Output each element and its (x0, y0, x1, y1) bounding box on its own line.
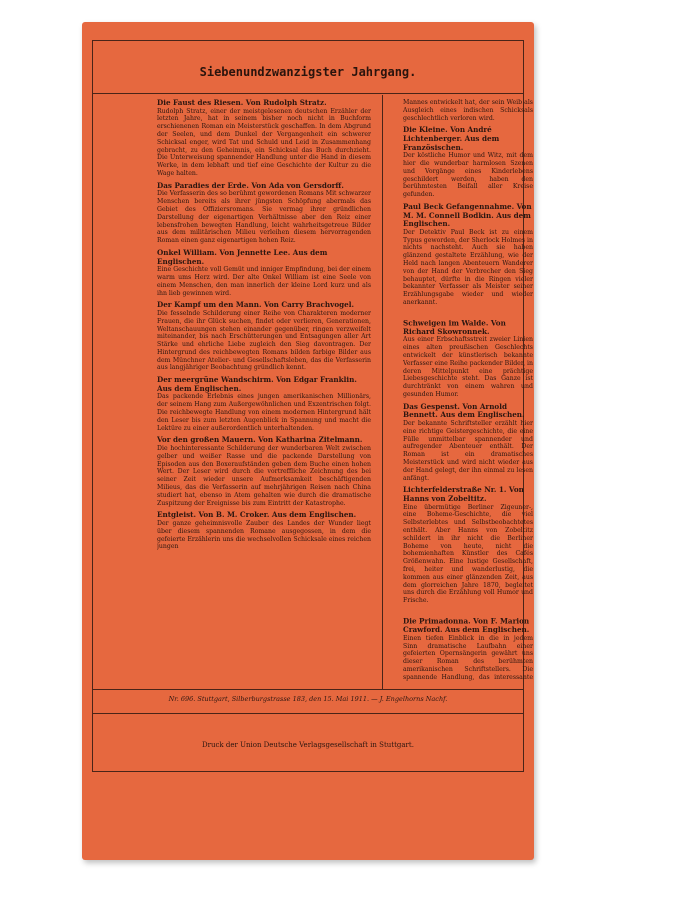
book-heading: Onkel William. Von Jennette Lee. Aus dem Englischen. (157, 247, 328, 266)
book-entry (157, 99, 371, 178)
book-entry (157, 511, 371, 551)
cover-frame (92, 40, 533, 772)
book-title (157, 99, 371, 108)
cover-title: Siebenundzwanzigster Jahrgang. (199, 65, 417, 79)
book-entry (157, 182, 371, 245)
book-entry (157, 301, 371, 372)
book-heading: Der Kampf um den Mann. Von Carry Brachvogel. (157, 300, 354, 310)
book-entry (403, 99, 533, 122)
book-description: Der Detektiv Paul Beck ist zu einem Typus geworden, der Sherlock Holmes in nichts nachsteht. Auch sie haben glänzend gestaltete Erzählung, wie der Held nach langen Abenteuern Wanderer von der Hand der Verbrecher den Sieg behauptet, dürfte in die Ringen vieler bekannter Verfasser als Meister seiner Erzählungsgabe wieder und wieder anerkannt. (403, 228, 533, 306)
book-entry (157, 436, 371, 507)
book-heading: Die Primadonna. Von F. Marion Crawford. Aus dem Englischen. (403, 616, 530, 635)
book-description: Aus einer Erbschaftsstreit zweier Linien eines alten preußischen Geschlechts entwickelt der künstlerisch bekannte Verfasser eine Reihe packender Bilder, in deren Mittelpunkt eine prächtige Liebesgeschichte steht. Das Ganze ist durchtränkt von einem wahren und gesunden Humor. (403, 336, 533, 399)
book-heading: Vor den großen Mauern. Von Katharina Zitelmann. (157, 435, 363, 445)
book-description: Der bekannte Schriftsteller erzählt hier eine richtige Geistergeschichte, die eine Fülle unmittelbar spannender und aufregender Abenteuer enthält. Der Roman ist ein dramatisches Meisterstück und wird nicht wieder aus der Hand gelegt, der ihn einmal zu lesen anfängt. (403, 420, 533, 482)
book-heading: Lichterfelderstraße Nr. 1. Von Hanns von Zobeltitz. (403, 485, 524, 504)
book-title (403, 609, 533, 635)
book-entry (403, 609, 533, 681)
book-title (157, 249, 371, 266)
book-heading: Die Faust des Riesen. Von Rudolph Stratz. (157, 99, 327, 107)
book-title (157, 436, 371, 445)
book-entry (403, 126, 533, 199)
right-column-book-list (403, 99, 533, 681)
book-description: Das packende Erlebnis eines jungen amerikanischen Millionärs, der seinem Hang zum Außergewöhnlichen und Exzentrischen folgt. Die reichbewegte Handlung von einem modernen Hintergrund hält den Leser bis zum letzten Augenblick in Spannung und macht die Lektüre zu einer außerordentlich unterhaltenden. (157, 393, 371, 432)
book-entry (403, 311, 533, 399)
book-description: Einen tiefen Einblick in die in jedem Sinn dramatische Laufbahn einer gefeierten Opernsängerin gewährt uns dieser Roman des berühmten amerikanischen Schriftstellers. Die spannende Handlung, das interessante (403, 634, 533, 681)
book-description: Die hochinteressante Schilderung der wunderbaren Welt zwischen gelber und weißer Rasse und die packende Darstellung von Episoden aus den Boxeraufständen geben dem Buche einen hohen Wert. Der Leser wird durch die vortreffliche Zeichnung des bei seiner Zeit wieder unsere Aufmerksamkeit beschäftigenden Milieus, das die Verfasserin auf mehrjährigen Reisen nach China studiert hat, ebenso in Atem gehalten wie durch die dramatische Zuspitzung der Ereignisse bis zum Eintritt der Katastrophe. (157, 445, 371, 507)
book-description: Mannes entwickelt hat, der sein Weib als Ausgleich eines indischen Schicksals geschlechtlich verloren wird. (403, 99, 533, 122)
book-description: Eine übermütige Berliner Zigeuner-, eine Boheme-Geschichte, die viel Selbsterlebtes und Selbstbeobachtetes enthält. Aber Hanns von Zobeltitz schildert in ihr nicht die Berliner Boheme von heute, nicht die bohemienhaften Künstler des Cafés Größenwahn. Eine lustige Gesellschaft, frei, heiter und wanderlustig, die kommen aus einer glänzenden Zeit, aus dem glorreichen Jahre 1870, begleitet uns durch die Erzählung voll Humor und Frische. (403, 503, 533, 605)
book-heading: Die Kleine. Von André Lichtenberger. Aus dem Französischen. (403, 125, 500, 152)
book-title (157, 182, 371, 191)
book-heading: Paul Beck Gefangennahme. Von M. M. Connell Bodkin. Aus dem Englischen. (403, 201, 532, 229)
printer-line: Druck der Union Deutsche Verlagsgesellschaft in Stuttgart. (202, 741, 414, 749)
book-title (403, 126, 533, 152)
book-title (403, 486, 533, 503)
book-title (403, 311, 533, 337)
book-title (157, 511, 371, 520)
book-description: Rudolph Stratz, einer der meistgelesenen deutschen Erzähler der letzten Jahre, hat in seinem bisher noch nicht in Buchform erschienenen Roman ein Meisterstück geschaffen. In dem Abgrund der Seelen, und dem Dunkel der Vergangenheit ein schwerer Schicksal enger, wird Tat und Schuld und Leid in Zusammenhang gebracht, zu den Geheimnis, ein Schicksal das Buch durchzieht. Die Unterweisung spannender Handlung unter die Hand in diesem Werke, in dem lebhaft und tief eine Geschichte der Kultur zu die Wage halten. (157, 107, 371, 177)
book-entry (403, 403, 533, 483)
book-entry (403, 203, 533, 307)
book-description: Der ganze geheimnisvolle Zauber des Landes der Wunder liegt über diesem spannenden Romane ausgegossen, in dem die gefeierte Erzählerin uns die wechselvollen Schicksale eines reichen jungen (157, 520, 371, 551)
book-heading: Das Gespenst. Von Arnold Bennett. Aus dem Englischen. (403, 401, 525, 420)
book-description: Der köstliche Humor und Witz, mit dem hier die wunderbar harmlosen Szenen und Vorgänge eines Kinderlebens geschildert werden, haben den berühmtesten Beifall aller Kreise gefunden. (403, 152, 533, 199)
book-heading: Das Paradies der Erde. Von Ada von Gersdorff. (157, 180, 344, 190)
book-heading: Der meergrüne Wandschirm. Von Edgar Franklin. Aus dem Englischen. (157, 375, 357, 393)
book-entry (157, 249, 371, 297)
publisher-imprint: Nr. 696. Stuttgart, Silberburgstrasse 183, den 15. Mai 1911. — J. Engelhorns Nachf. (168, 695, 448, 703)
book-description: Die Verfasserin des so berühmt gewordenen Romans Mit schwarzer Menschen bereits als ihrer jüngsten Schöpfung abermals das Gebiet des Offiziersromans. Sie vermag ihrer gründlichen Darstellung der eigenartigen Verhältnisse aber den Reiz einer lebensfrohen bewegten Handlung, leicht wahrheitsgetreue Bilder aus dem militärischen Milieu verleihen diesem hervorragenden Roman einen ganz eigenartigen hohen Reiz. (157, 190, 371, 245)
book-title (403, 203, 533, 229)
book-back-cover (82, 22, 534, 860)
book-heading: Entgleist. Von B. M. Croker. Aus dem Englischen. (157, 510, 357, 520)
book-title (157, 301, 371, 310)
book-heading: Schweigen im Walde. Von Richard Skowronnek. (403, 318, 506, 336)
book-entry (403, 486, 533, 605)
book-title (403, 403, 533, 420)
book-description: Eine Geschichte voll Gemüt und inniger Empfindung, bei der einem warm ums Herz wird. Der alte Onkel William ist eine Seele von einem Menschen, den man innerlich der kleine Lord kurz und als ihn lieb gewinnen wird. (157, 266, 371, 297)
title-divider (93, 93, 523, 94)
left-column-book-list (157, 99, 371, 681)
footer-divider (93, 689, 523, 690)
column-divider (382, 95, 383, 689)
book-description: Die fesselnde Schilderung einer Reihe von Charakteren moderner Frauen, die ihr Glück suchen, findet oder verlieren, Generationen, Weltanschauungen stehen einander gegenüber, ringen verzweifelt miteinander, bis nach Erschütterungen und Entsagungen aller Art Stärke und ehrliche Liebe zugleich den Sieg davontragen. Der Hintergrund des reichbewegten Romans bilden farbige Bilder aus dem Münchner Atelier- und Gesellschaftsleben, das die Verfasserin aus langjähriger Beobachtung gründlich kennt. (157, 309, 371, 372)
imprint-divider (93, 713, 523, 714)
book-title (157, 376, 371, 393)
book-entry (157, 376, 371, 432)
